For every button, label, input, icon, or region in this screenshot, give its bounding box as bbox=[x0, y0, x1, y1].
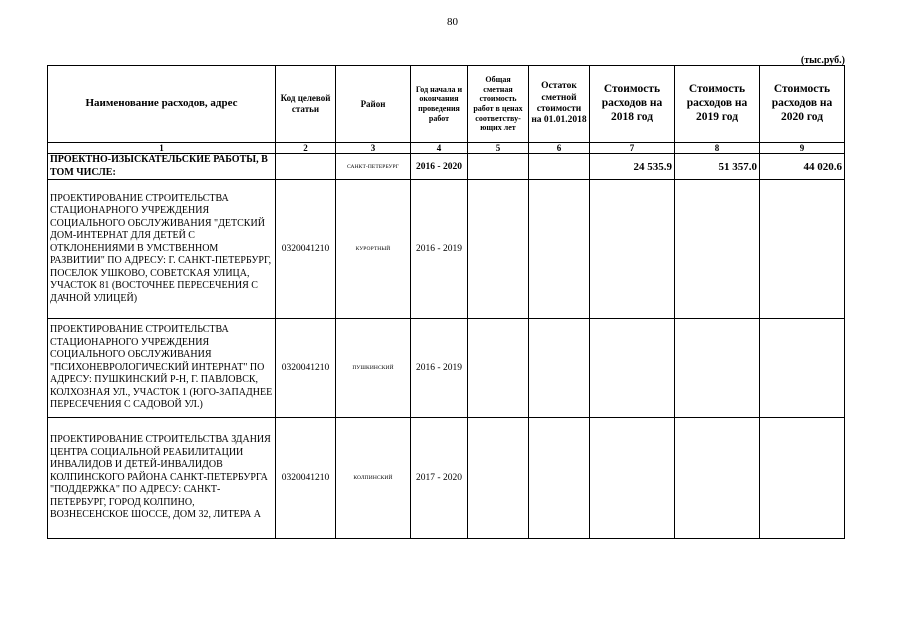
row-cost-2020 bbox=[760, 319, 845, 418]
row-cost-2020 bbox=[760, 418, 845, 539]
row-total-cost bbox=[468, 154, 529, 180]
row-remaining bbox=[529, 418, 590, 539]
row-cost-2018 bbox=[590, 180, 675, 319]
row-cost-2019 bbox=[675, 319, 760, 418]
row-code bbox=[276, 154, 336, 180]
row-years: 2016 - 2020 bbox=[411, 154, 468, 180]
row-code: 0320041210 bbox=[276, 418, 336, 539]
row-name: ПРОЕКТИРОВАНИЕ СТРОИТЕЛЬСТВА ЗДАНИЯ ЦЕНТРА СОЦИАЛЬНОЙ РЕАБИЛИТАЦИИ ИНВАЛИДОВ И ДЕТЕЙ-ИНВАЛИДОВ КОЛПИНСКОГО РАЙОНА САНКТ-ПЕТЕРБУРГА "ПОДДЕРЖКА" ПО АДРЕСУ: САНКТ-ПЕТЕРБУРГ, ГОРОД КОЛПИНО, ВОЗНЕСЕНСКОЕ ШОССЕ, ДОМ 32, ЛИТЕРА А bbox=[48, 418, 276, 539]
row-remaining bbox=[529, 319, 590, 418]
table-row-total bbox=[48, 154, 845, 180]
row-cost-2020: 44 020.6 bbox=[760, 154, 845, 180]
column-number: 7 bbox=[590, 143, 675, 154]
row-cost-2019: 51 357.0 bbox=[675, 154, 760, 180]
row-total-cost bbox=[468, 418, 529, 539]
row-district: ПУШКИНСКИЙ bbox=[336, 319, 411, 418]
header-total-cost: Общая сметная стоимость работ в ценах соответству-ющих лет bbox=[468, 66, 529, 143]
row-remaining bbox=[529, 154, 590, 180]
row-years: 2016 - 2019 bbox=[411, 180, 468, 319]
column-number: 3 bbox=[336, 143, 411, 154]
header-remaining: Остаток сметной стоимости на 01.01.2018 bbox=[529, 66, 590, 143]
row-district: САНКТ-ПЕТЕРБУРГ bbox=[336, 154, 411, 180]
row-years: 2016 - 2019 bbox=[411, 319, 468, 418]
header-cost-2018: Стоимость расходов на 2018 год bbox=[590, 66, 675, 143]
header-years: Год начала и окончания проведения работ bbox=[411, 66, 468, 143]
header-name: Наименование расходов, адрес bbox=[48, 66, 276, 143]
column-number: 6 bbox=[529, 143, 590, 154]
column-number-row bbox=[48, 143, 845, 154]
column-number: 1 bbox=[48, 143, 276, 154]
column-number: 8 bbox=[675, 143, 760, 154]
header-code: Код целевой статьи bbox=[276, 66, 336, 143]
row-district: КУРОРТНЫЙ bbox=[336, 180, 411, 319]
page-number: 80 bbox=[447, 16, 458, 28]
row-code: 0320041210 bbox=[276, 180, 336, 319]
table-row bbox=[48, 418, 845, 539]
header-row bbox=[48, 66, 845, 143]
row-name: ПРОЕКТИРОВАНИЕ СТРОИТЕЛЬСТВА СТАЦИОНАРНОГО УЧРЕЖДЕНИЯ СОЦИАЛЬНОГО ОБСЛУЖИВАНИЯ "ПСИХОНЕВРОЛОГИЧЕСКИЙ ИНТЕРНАТ" ПО АДРЕСУ: ПУШКИНСКИЙ Р-Н, Г. ПАВЛОВСК, КОЛХОЗНАЯ УЛ., УЧАСТОК 1 (ЮГО-ЗАПАДНЕЕ ПЕРЕСЕЧЕНИЯ С САДОВОЙ УЛ.) bbox=[48, 319, 276, 418]
row-code: 0320041210 bbox=[276, 319, 336, 418]
row-cost-2018 bbox=[590, 319, 675, 418]
column-number: 4 bbox=[411, 143, 468, 154]
header-cost-2020: Стоимость расходов на 2020 год bbox=[760, 66, 845, 143]
row-years: 2017 - 2020 bbox=[411, 418, 468, 539]
table-row bbox=[48, 319, 845, 418]
column-number: 9 bbox=[760, 143, 845, 154]
table-row bbox=[48, 180, 845, 319]
unit-note: (тыс.руб.) bbox=[800, 55, 845, 66]
header-district: Район bbox=[336, 66, 411, 143]
row-cost-2018: 24 535.9 bbox=[590, 154, 675, 180]
row-total-cost bbox=[468, 319, 529, 418]
row-remaining bbox=[529, 180, 590, 319]
row-name: ПРОЕКТНО-ИЗЫСКАТЕЛЬСКИЕ РАБОТЫ, В ТОМ ЧИСЛЕ: bbox=[48, 154, 276, 180]
row-cost-2019 bbox=[675, 418, 760, 539]
header-cost-2019: Стоимость расходов на 2019 год bbox=[675, 66, 760, 143]
column-number: 2 bbox=[276, 143, 336, 154]
column-number: 5 bbox=[468, 143, 529, 154]
row-district: КОЛПИНСКИЙ bbox=[336, 418, 411, 539]
row-cost-2020 bbox=[760, 180, 845, 319]
row-total-cost bbox=[468, 180, 529, 319]
row-name: ПРОЕКТИРОВАНИЕ СТРОИТЕЛЬСТВА СТАЦИОНАРНОГО УЧРЕЖДЕНИЯ СОЦИАЛЬНОГО ОБСЛУЖИВАНИЯ "ДЕТСКИЙ ДОМ-ИНТЕРНАТ ДЛЯ ДЕТЕЙ С ОТКЛОНЕНИЯМИ В УМСТВЕННОМ РАЗВИТИИ" ПО АДРЕСУ: Г. САНКТ-ПЕТЕРБУРГ, ПОСЕЛОК УШКОВО, СОВЕТСКАЯ УЛИЦА, УЧАСТОК 81 (ВОСТОЧНЕЕ ПЕРЕСЕЧЕНИЯ С ДАЧНОЙ УЛИЦЕЙ) bbox=[48, 180, 276, 319]
row-cost-2018 bbox=[590, 418, 675, 539]
expenses-table bbox=[47, 65, 845, 539]
row-cost-2019 bbox=[675, 180, 760, 319]
